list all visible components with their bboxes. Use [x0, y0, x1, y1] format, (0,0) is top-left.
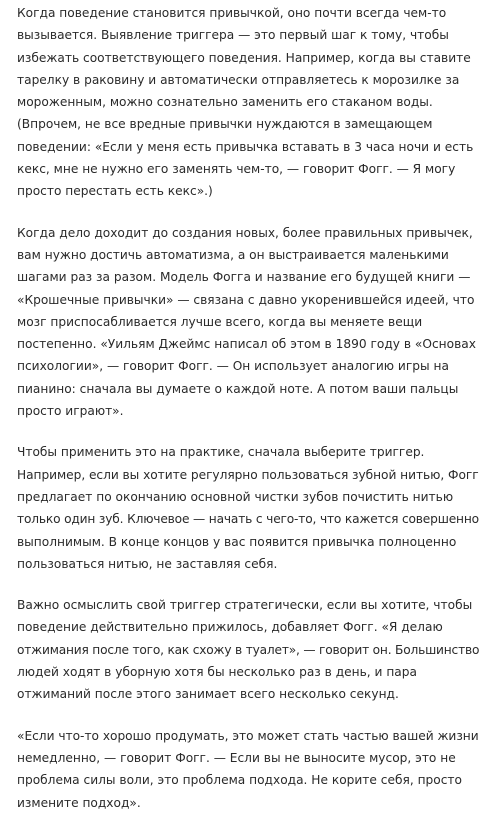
text-line: избежать соответствующего поведения. Например, когда вы ставите [17, 50, 471, 65]
text-line: проблема силы воли, это проблема подхода. Не корите себя, просто [17, 773, 462, 788]
text-line: «Крошечные привычки» — связана с давно укоренившейся идеей, что [17, 292, 475, 307]
text-line: отжиманий после этого занимает всего несколько секунд. [17, 687, 399, 702]
text-line: предлагает по окончанию основной чистки зубов почистить нитью [17, 489, 454, 504]
text-line: только один зуб. Ключевое — начать с чего-то, что кажется совершенно [17, 512, 479, 527]
text-line: измените подход». [17, 795, 141, 810]
text-line: тарелку в раковину и автоматически отправляетесь к морозилке за [17, 72, 460, 87]
text-line: постепенно. «Уильям Джеймс написал об этом в 1890 году в «Основах [17, 337, 476, 352]
text-line: немедленно, — говорит Фогг. — Если вы не выносите мусор, это не [17, 750, 456, 765]
text-line: просто перестать есть кекс».) [17, 184, 213, 199]
text-line: пользоваться нитью, не заставляя себя. [17, 556, 278, 571]
text-line: поведении: «Если у меня есть привычка вставать в 3 часа ночи и есть [17, 139, 474, 154]
text-line: «Если что-то хорошо продумать, это может стать частью вашей жизни [17, 728, 479, 743]
text-line: людей ходят в уборную хотя бы несколько раз в день, и пара [17, 665, 417, 680]
text-line: поведение действительно прижилось, добавляет Фогг. «Я делаю [17, 620, 443, 635]
paragraph-automatism [17, 222, 479, 423]
text-line: мозг приспосабливается лучше всего, когда вы меняете вещи [17, 314, 423, 329]
text-line: мороженным, можно сознательно заменить его стаканом воды. [17, 95, 433, 110]
text-line: Например, если вы хотите регулярно пользоваться зубной нитью, Фогг [17, 467, 479, 482]
text-line: пианино: сначала вы думаете о каждой ноте. А потом ваши пальцы [17, 381, 459, 396]
text-line: Когда дело доходит до создания новых, более правильных привычек, [17, 225, 473, 240]
text-line: вызывается. Выявление триггера — это первый шаг к тому, чтобы [17, 28, 449, 43]
text-line: вам нужно достичь автоматизма, а он выстраивается маленькими [17, 247, 449, 262]
text-line: выполнимым. В конце концов у вас появится привычка полноценно [17, 534, 457, 549]
text-line: Когда поведение становится привычкой, оно почти всегда чем-то [17, 6, 447, 20]
text-line: (Впрочем, не все вредные привычки нуждаются в замещающем [17, 117, 433, 132]
text-line: Важно осмыслить свой триггер стратегически, если вы хотите, чтобы [17, 598, 473, 613]
paragraph-trigger [17, 0, 479, 203]
text-line: отжимания после того, как схожу в туалет», — говорит он. Большинство [17, 642, 480, 657]
paragraph-strategy [17, 594, 479, 705]
text-line: Чтобы применить это на практике, сначала выберите триггер. [17, 445, 425, 460]
text-line: кекс, мне не нужно его заменять чем-то, — говорит Фогг. — Я могу [17, 162, 456, 177]
text-line: просто играют». [17, 404, 124, 419]
paragraph-quote [17, 725, 479, 814]
text-line: психологии», — говорит Фогг. — Он использует аналогию игры на [17, 359, 449, 374]
paragraph-practice [17, 441, 479, 575]
text-line: шагами раз за разом. Модель Фогга и название его будущей книги — [17, 270, 471, 285]
